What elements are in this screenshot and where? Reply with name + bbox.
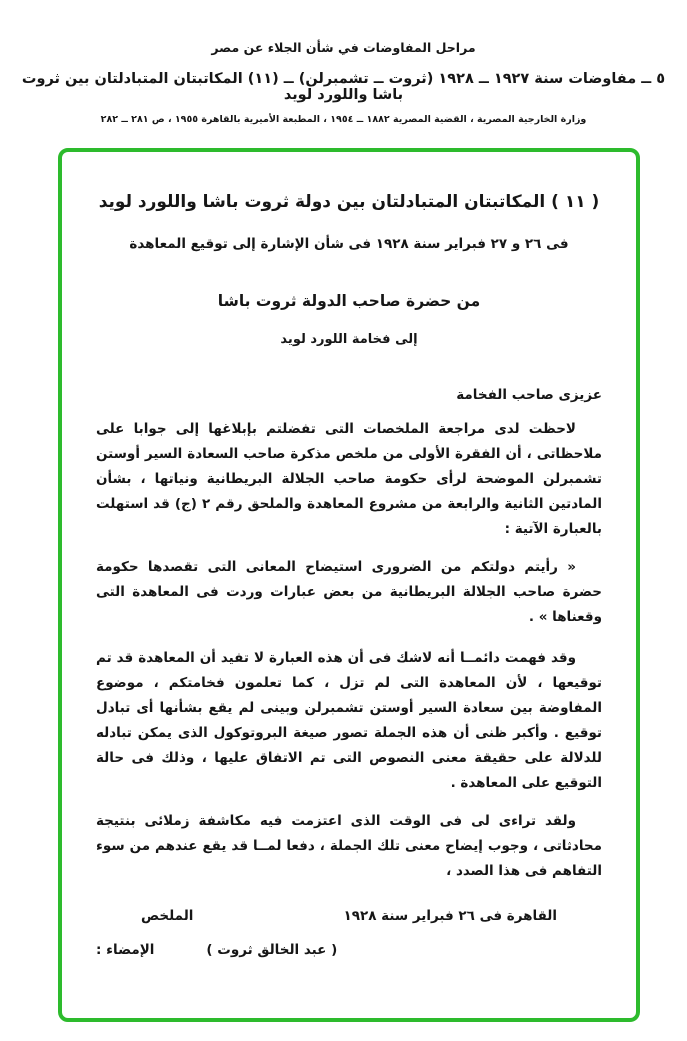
signature-label: الإمضاء : <box>96 942 155 958</box>
summary-label: الملخص <box>141 908 194 924</box>
page-header <box>0 40 687 125</box>
letter-paragraph-2: وقد فهمت دائمــا أنه لاشك فى أن هذه العبارة لا تفيد أن المعاهدة قد تم توقيعها ، لأن المعاهدة التى لم تزل ، كما تعلمون فخامتكم ، موضوع المفاوضة بين سعادة السير أوستن تشمبرلن وبينى لم يقع بشأنها أى تبادل توقيع . وأكبر ظنى أن هذه الجملة تصور صيغة البروتوكول الذى يمكن تبادله للدلالة على حقيقة معنى النصوص التى تم الاتفاق عليها ، وذلك فى حالة التوقيع على المعاهدة . <box>96 650 602 791</box>
letter-frame <box>58 148 640 1022</box>
letter-salutation: عزيزى صاحب الفخامة <box>456 387 602 403</box>
letter-to-line: إلى فخامة اللورد لويد <box>280 332 418 347</box>
letter-paragraph-1: لاحظت لدى مراجعة الملخصات التى تفضلتم بإبلاغها إلى جوابا على ملاحظاتى ، أن الفقرة الأولى من ملخص مذكرة صاحب السعادة السير أوستن تشمبرلن الموضحة لرأى حكومة صاحب الجلالة البريطانية ونياتها ، بشأن المادتين الثانية والرابعة من مشروع المعاهدة والملحق رقم ٢ (ج) قد استهلت بالعبارة الآتية : <box>96 421 602 537</box>
header-title: مراحل المفاوضات في شأن الجلاء عن مصر <box>211 40 476 55</box>
letter-quote-paragraph: « رأيتم دولتكم من الضرورى استيضاح المعانى التى تقصدها حكومة حضرة صاحب الجلالة البريطانية من بعض عبارات وردت فى المعاهدة التى وقعناها » . <box>96 559 602 625</box>
date-line: القاهرة فى ٢٦ فبراير سنة ١٩٢٨ <box>343 908 557 924</box>
header-source-citation: وزارة الخارجية المصرية ، القضية المصرية ١٨٨٢ ــ ١٩٥٤ ، المطبعة الأميرية بالقاهرة ١٩٥٥ ، ص ٢٨١ ــ ٢٨٢ <box>100 114 587 125</box>
letter-paragraph-3: ولقد تراءى لى فى الوقت الذى اعتزمت فيه مكاشفة زملائى بنتيجة محادثاتى ، وجوب إيضاح معنى تلك الجملة ، دفعا لمــا قد يقع عندهم من سوء التفاهم فى هذا الصدد ، <box>96 813 602 879</box>
letter-from-line: من حضرة صاحب الدولة ثروت باشا <box>217 292 481 310</box>
letter-title: ( ١١ ) المكاتبتان المتبادلتان بين دولة ثروت باشا واللورد لويد <box>98 192 600 212</box>
header-subtitle: ٥ ــ مفاوضات سنة ١٩٢٧ ــ ١٩٢٨ (ثروت ــ تشمبرلن) ــ (١١) المكاتبتان المتبادلتان بين ثروت باشا واللورد لويد <box>21 71 666 103</box>
letter-footer-row <box>96 908 602 924</box>
letter-subtitle: فى ٢٦ و ٢٧ فبراير سنة ١٩٢٨ فى شأن الإشارة إلى توقيع المعاهدة <box>129 236 569 252</box>
signature-value: ( عبد الخالق ثروت ) <box>206 942 338 958</box>
signature-row <box>96 942 602 958</box>
